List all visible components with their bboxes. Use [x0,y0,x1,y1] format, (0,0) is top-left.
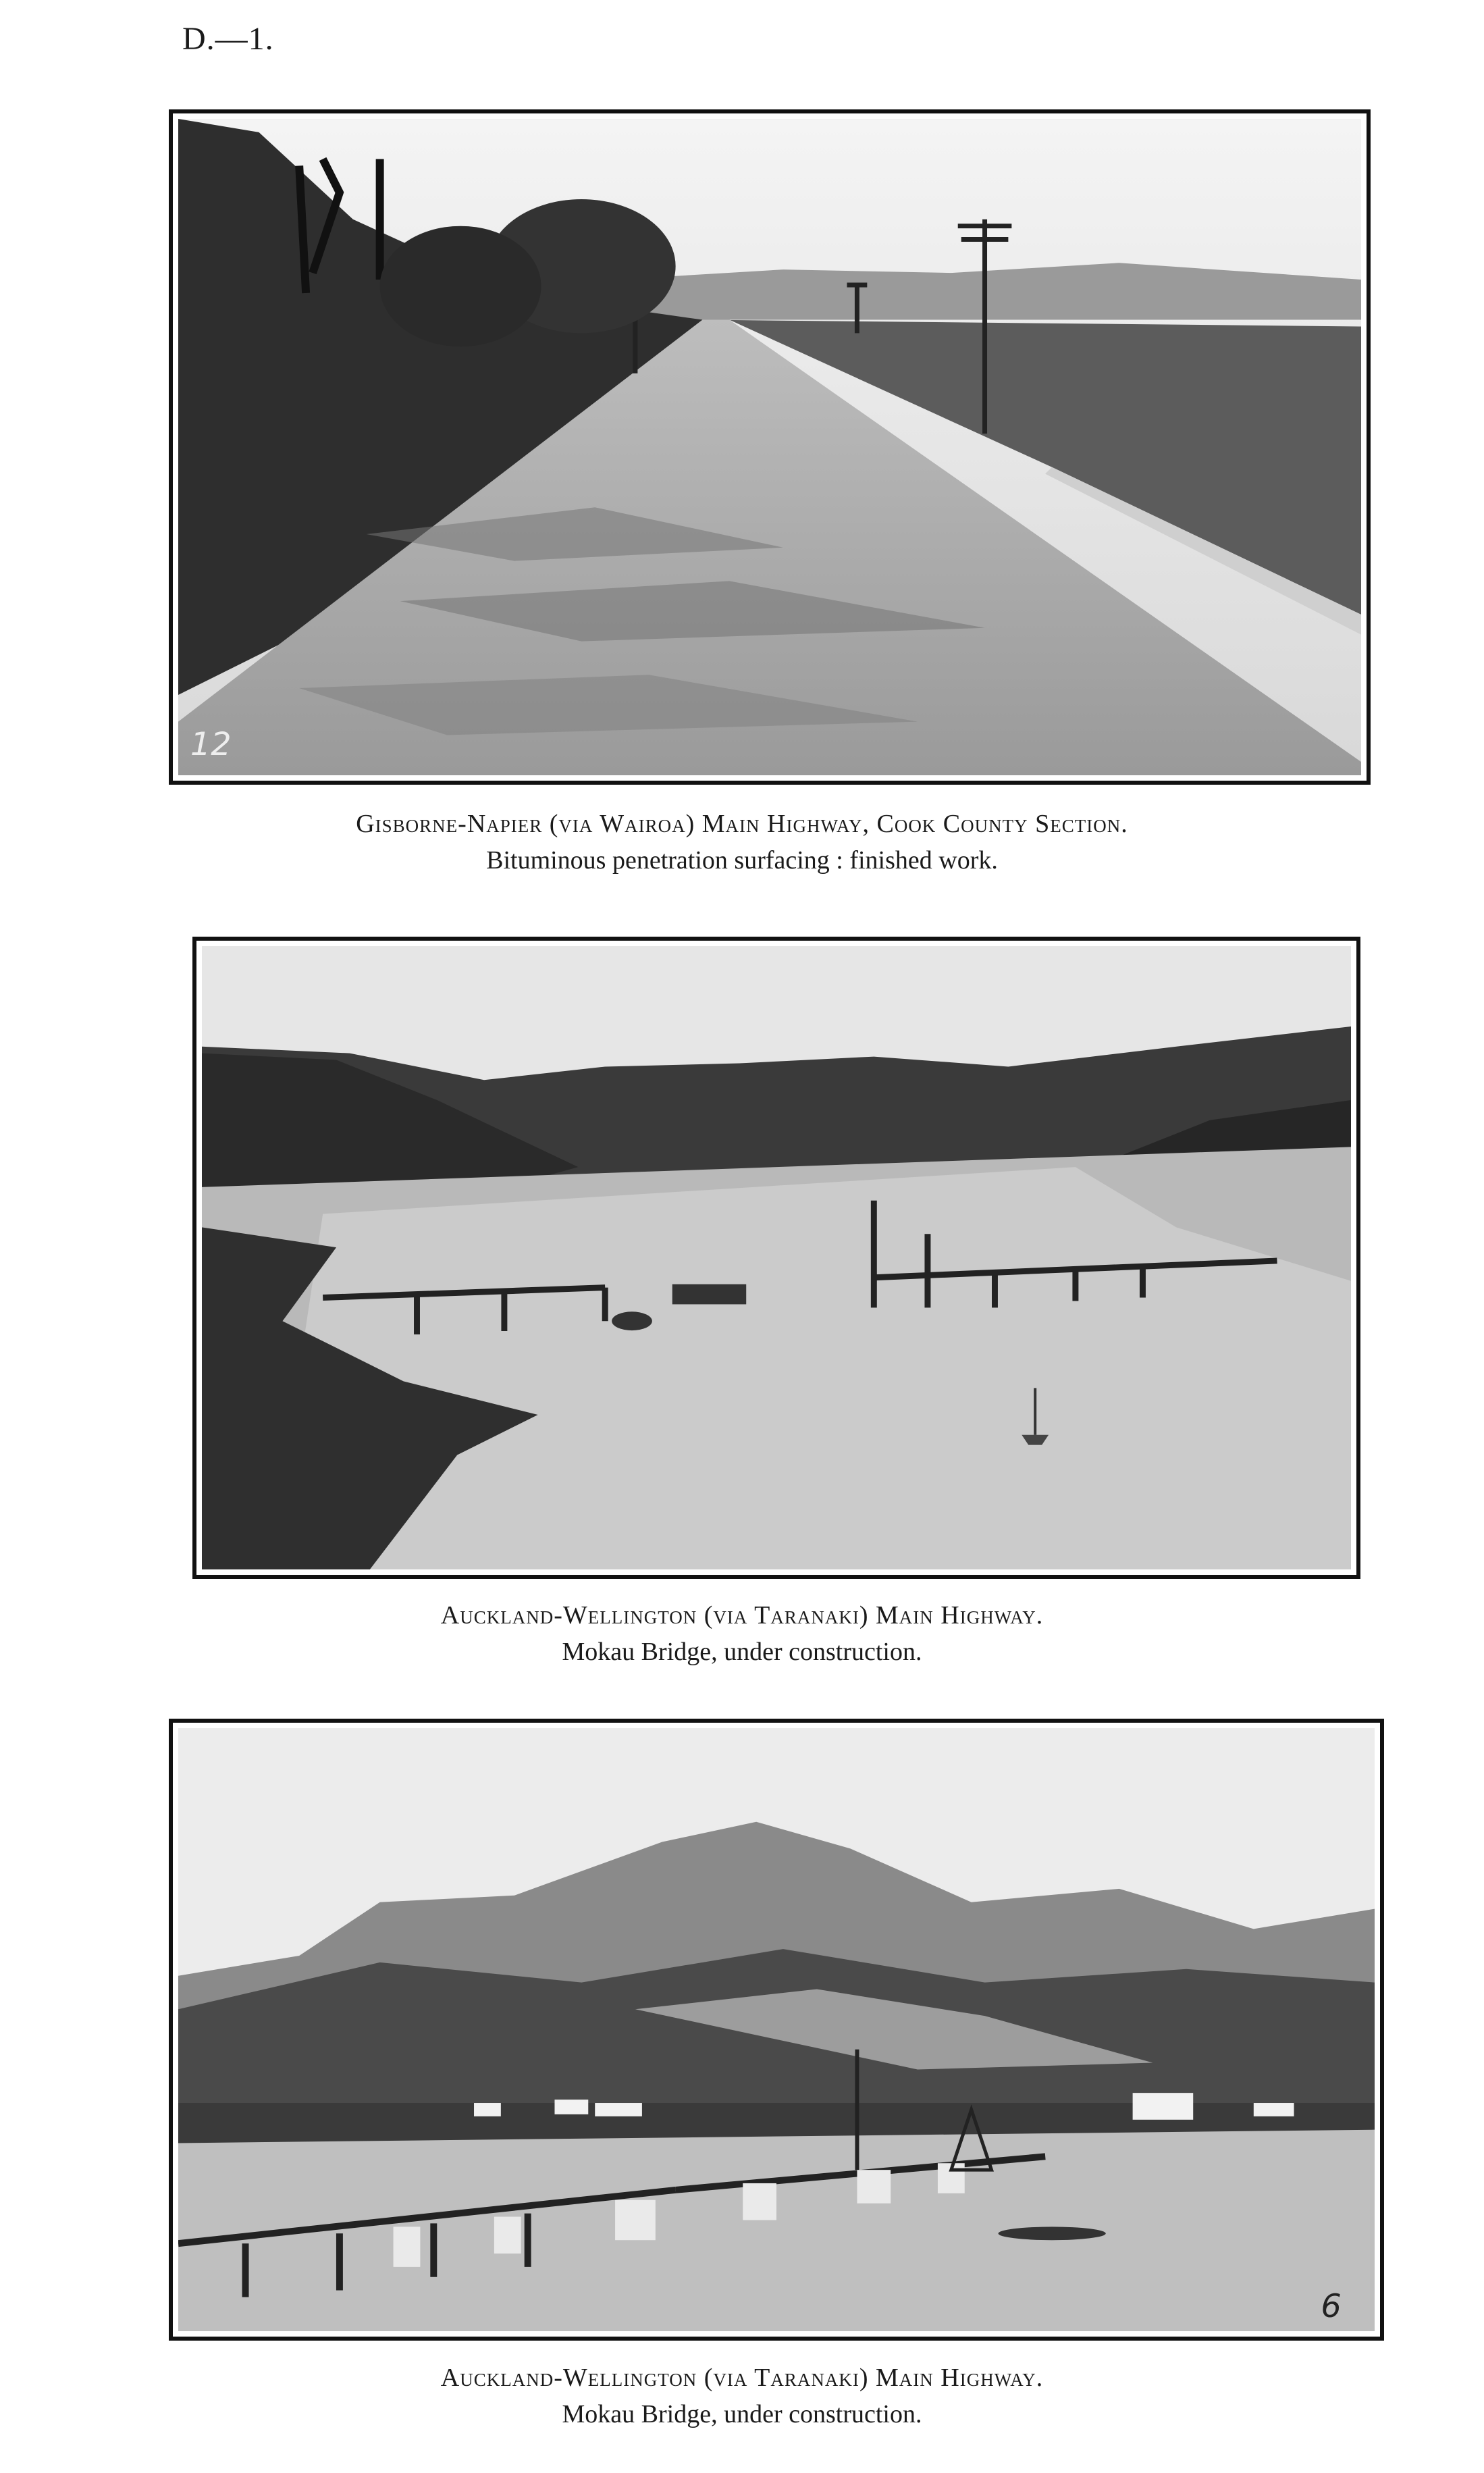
caption-subtitle: Bituminous penetration surfacing : finished work. [486,846,998,875]
page-reference: D.—1. [182,21,274,57]
photo-number: 6 [1321,2288,1342,2326]
photo-bridge-mountain [169,1719,1384,2341]
caption-subtitle: Mokau Bridge, under construction. [562,1638,922,1666]
road-photograph [178,119,1361,775]
caption-plate-1 [0,806,1484,879]
caption-title: Auckland-Wellington (via Taranaki) Main Highway. [440,1601,1044,1630]
caption-title: Gisborne-Napier (via Wairoa) Main Highway, Cook County Section. [356,810,1128,838]
caption-title: Auckland-Wellington (via Taranaki) Main Highway. [440,2364,1044,2392]
estuary-photograph [202,946,1351,1569]
caption-plate-2 [0,1597,1484,1670]
caption-subtitle: Mokau Bridge, under construction. [562,2400,922,2428]
caption-plate-3 [0,2360,1484,2432]
mountain-photograph [178,1728,1375,2331]
photo-number: 12 [190,726,232,764]
photo-bridge-estuary [192,937,1360,1579]
photo-road [169,109,1371,785]
